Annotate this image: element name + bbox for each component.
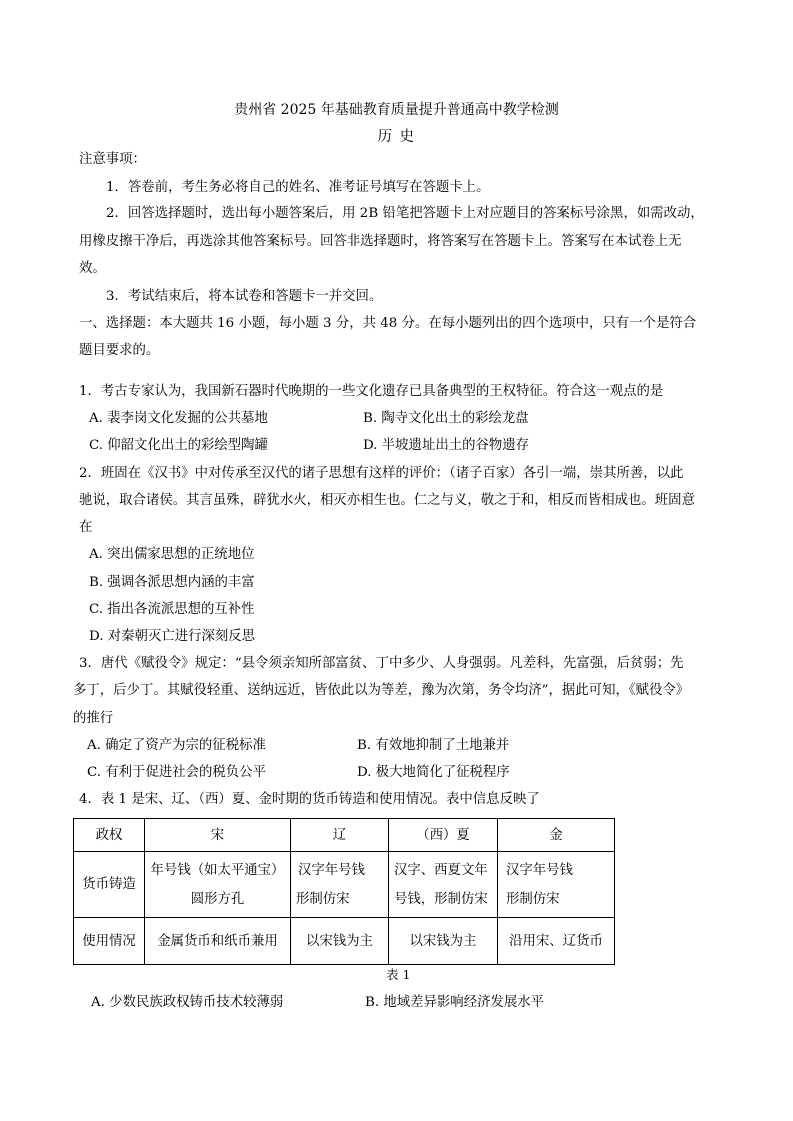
- q2-stem-line-2: 驰说，取合诸侯。其言虽殊，辟犹水火，相灭亦相生也。仁之与义，敬之于和，相反而皆相成也。班固意: [79, 493, 695, 508]
- q3-stem-line-1: 3．唐代《赋役令》规定：“县令须亲知所部富贫、丁中多少、人身强弱。凡差科，先富强，后贫弱；先: [79, 656, 684, 671]
- q2-stem-line-1: 2．班固在《汉书》中对传承至汉代的诸子思想有这样的评价：（诸子百家）各引一端，崇其所善，以此: [79, 466, 684, 481]
- q1-option-c: C. 仰韶文化出土的彩绘型陶罐: [89, 438, 268, 453]
- q4-stem: 4．表 1 是宋、辽、（西）夏、金时期的货币铸造和使用情况。表中信息反映了: [79, 792, 540, 807]
- table-cell: 沿用宋、辽货币: [498, 918, 615, 965]
- notice-heading: 注意事项：: [79, 152, 146, 167]
- q3-option-c: C. 有利于促进社会的税负公平: [87, 765, 266, 780]
- table-cell: 金属货币和纸币兼用: [145, 918, 291, 965]
- section-1-heading-line-1: 一、选择题：本大题共 16 小题，每小题 3 分，共 48 分。在每小题列出的四个选项中，只有一个是符合: [79, 316, 697, 331]
- table-cell: [145, 852, 291, 918]
- cell-line: 汉字、西夏文年: [394, 862, 488, 878]
- table-caption: 表 1: [386, 967, 411, 982]
- table-header-cell: 政权: [74, 819, 145, 852]
- cell-line: 年号钱（如太平通宝）: [150, 862, 285, 878]
- table-row-label: 使用情况: [74, 918, 145, 965]
- section-1-heading-line-2: 题目要求的。: [79, 343, 160, 358]
- q4-option-b: B. 地域差异影响经济发展水平: [365, 995, 545, 1010]
- q2-stem-line-3: 在: [79, 520, 93, 535]
- q2-option-c: C. 指出各流派思想的互补性: [89, 602, 255, 617]
- table-header-cell: （西）夏: [389, 819, 498, 852]
- table-cell: 以宋钱为主: [291, 918, 389, 965]
- q1-option-b: B. 陶寺文化出土的彩绘龙盘: [363, 411, 529, 426]
- subject-title: 历 史: [377, 129, 416, 145]
- notice-item-1: 1．答卷前，考生务必将自己的姓名、准考证号填写在答题卡上。: [106, 180, 490, 195]
- table-header-cell: 辽: [291, 819, 389, 852]
- q2-option-b: B. 强调各派思想内涵的丰富: [89, 575, 255, 590]
- exam-title: 贵州省 2025 年基础教育质量提升普通高中教学检测: [234, 102, 559, 118]
- notice-item-2-line-2: 用橡皮擦干净后，再选涂其他答案标号。回答非选择题时，将答案写在答题卡上。答案写在本试卷上无: [79, 234, 682, 249]
- table-row-label: 货币铸造: [74, 852, 145, 918]
- cell-line: 形制仿宋: [506, 891, 560, 907]
- q2-option-d: D. 对秦朝灭亡进行深刻反思: [89, 629, 256, 644]
- table-row: [74, 918, 615, 965]
- q3-option-d: D. 极大地简化了征税程序: [357, 765, 510, 780]
- cell-line: 形制仿宋: [296, 891, 350, 907]
- cell-line: 圆形方孔: [190, 891, 245, 907]
- cell-line: 汉字年号钱: [298, 862, 365, 878]
- q1-option-a: A. 裴李岗文化发掘的公共墓地: [89, 411, 268, 426]
- table-cell: [498, 852, 615, 918]
- cell-line: 汉字年号钱: [506, 862, 573, 878]
- q3-option-a: A. 确定了资产为宗的征税标准: [87, 738, 266, 753]
- table-header-cell: 金: [498, 819, 615, 852]
- currency-table: [73, 818, 615, 965]
- notice-item-3: 3．考试结束后，将本试卷和答题卡一并交回。: [106, 289, 383, 304]
- q3-option-b: B. 有效地抑制了土地兼并: [357, 738, 510, 753]
- cell-line: 号钱，形制仿宋: [394, 891, 488, 907]
- notice-item-2-line-1: 2．回答选择题时，选出每小题答案后，用 2B 铅笔把答题卡上对应题目的答案标号涂黑，如需改动，: [106, 206, 704, 221]
- table-row: [74, 852, 615, 918]
- table-header-row: [74, 819, 615, 852]
- q1-stem: 1．考古专家认为，我国新石器时代晚期的一些文化遗存已具备典型的王权特征。符合这一观点的是: [79, 384, 664, 399]
- notice-item-2-line-3: 效。: [79, 261, 106, 276]
- q3-stem-line-2: 多丁，后少丁。其赋役轻重、送纳远近，皆依此以为等差，豫为次第，务令均济”，据此可知，《赋役令》: [73, 683, 690, 698]
- q1-option-d: D. 半坡遗址出土的谷物遗存: [363, 438, 530, 453]
- q3-stem-line-3: 的推行: [73, 711, 114, 726]
- table-cell: 以宋钱为主: [389, 918, 498, 965]
- q2-option-a: A. 突出儒家思想的正统地位: [89, 547, 255, 562]
- q4-option-a: A. 少数民族政权铸币技术较薄弱: [91, 995, 284, 1010]
- table-cell: [389, 852, 498, 918]
- table-header-cell: 宋: [145, 819, 291, 852]
- table-cell: [291, 852, 389, 918]
